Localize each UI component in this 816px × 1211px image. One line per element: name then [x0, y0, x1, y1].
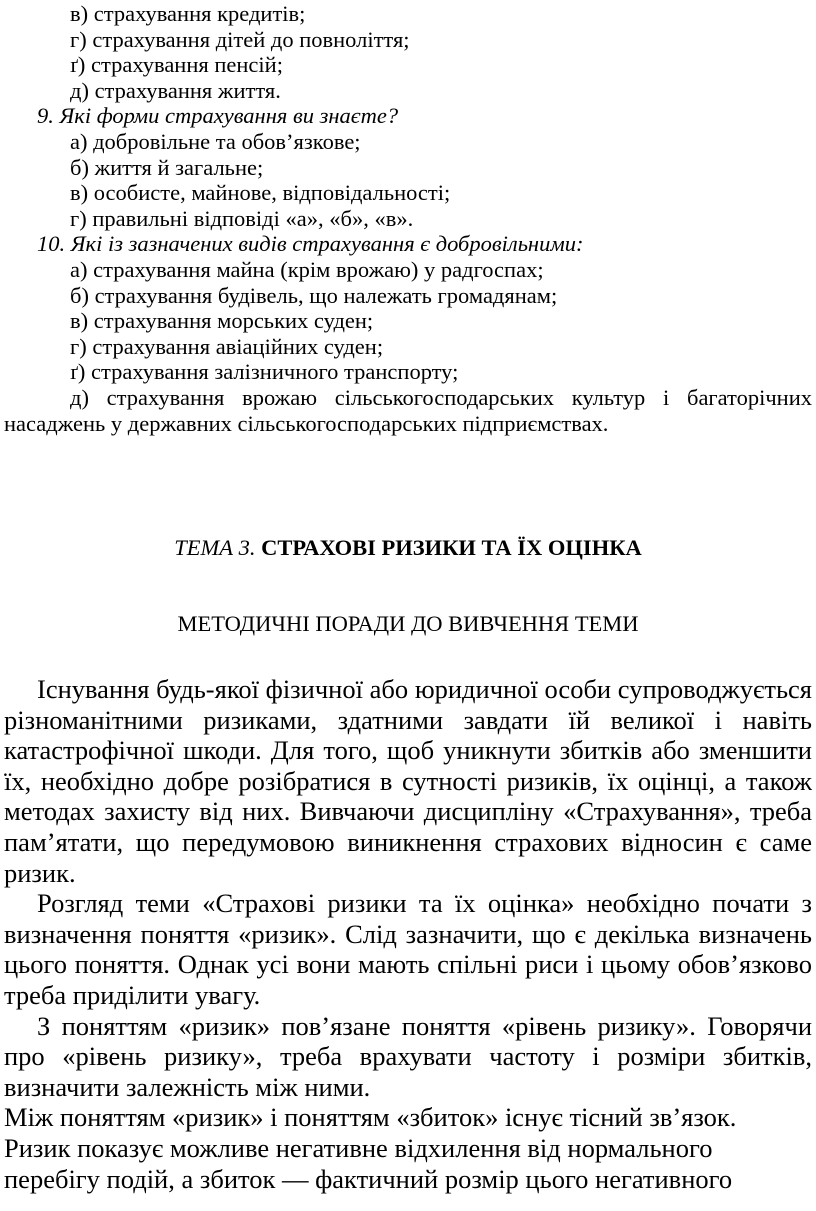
text-line: Ризик показує можливе негативне відхилення від нормального: [4, 1133, 713, 1163]
question-10: 10. Які із зазначених видів страхування є добровільними:: [37, 231, 584, 257]
option-line: б) страхування будівель, що належать громадянам;: [70, 282, 558, 308]
body-text: [4, 674, 812, 1194]
question-9: 9. Які форми страхування ви знаєте?: [37, 103, 399, 129]
option-line: г) страхування дітей до повноліття;: [70, 26, 410, 52]
text-line: перебігу подій, а збиток — фактичний розмір цього негативного: [4, 1163, 733, 1194]
option-line: г) правильні відповіді «а», «б», «в».: [70, 205, 414, 231]
paragraph: Розгляд теми «Страхові ризики та їх оцінка» необхідно почати з визначення поняття «ризик». Слід зазначити, що є декілька визначень цього поняття. Однак усі вони мають спільні риси і цьому обов’язково треба приділити увагу.: [4, 888, 812, 1011]
test-questions-block: [4, 1, 812, 436]
option-line: в) страхування морських суден;: [70, 308, 374, 334]
option-line: д) страхування життя.: [70, 77, 281, 103]
topic-number: ТЕМА 3.: [174, 535, 256, 561]
paragraph: Існування будь-якої фізичної або юридичної особи супроводжується різноманітними ризиками, здатними завдати їй великої і навіть катастрофічної шкоди. Для того, щоб уникнути збитків або зменшити їх, необхідно добре розібратися в сутності ризиків, їх оцінці, а також методах захисту від них. Вивчаючи дисципліну «Страхування», треба пам’ятати, що передумовою виникнення страхових відносин є саме ризик.: [4, 674, 812, 888]
section-subheading: МЕТОДИЧНІ ПОРАДИ ДО ВИВЧЕННЯ ТЕМИ: [177, 611, 639, 637]
option-line: а) добровільне та обов’язкове;: [70, 128, 361, 154]
option-line: в) особисте, майнове, відповідальності;: [70, 180, 451, 206]
topic-heading: [4, 535, 812, 561]
paragraph: З поняттям «ризик» пов’язане поняття «рівень ризику». Говорячи про «рівень ризику», треба врахувати частоту і розміри збитків, визначити залежність між ними.: [4, 1010, 812, 1102]
option-line: в) страхування кредитів;: [70, 1, 306, 26]
text-line: Між поняттям «ризик» і поняттям «збиток» існує тісний зв’язок.: [4, 1102, 737, 1133]
topic-title: СТРАХОВІ РИЗИКИ ТА ЇХ ОЦІНКА: [261, 535, 642, 561]
option-line: г) страхування авіаційних суден;: [70, 333, 384, 359]
option-line: б) життя й загальне;: [70, 154, 264, 180]
option-line: ґ) страхування пенсій;: [70, 52, 283, 78]
option-line-wrapped: д) страхування врожаю сільськогосподарських культур і багаторічних насаджень у державних сільськогосподарських підприємствах.: [4, 384, 812, 436]
option-line: ґ) страхування залізничного транспорту;: [70, 359, 459, 385]
option-line: а) страхування майна (крім врожаю) у радгоспах;: [70, 256, 544, 282]
